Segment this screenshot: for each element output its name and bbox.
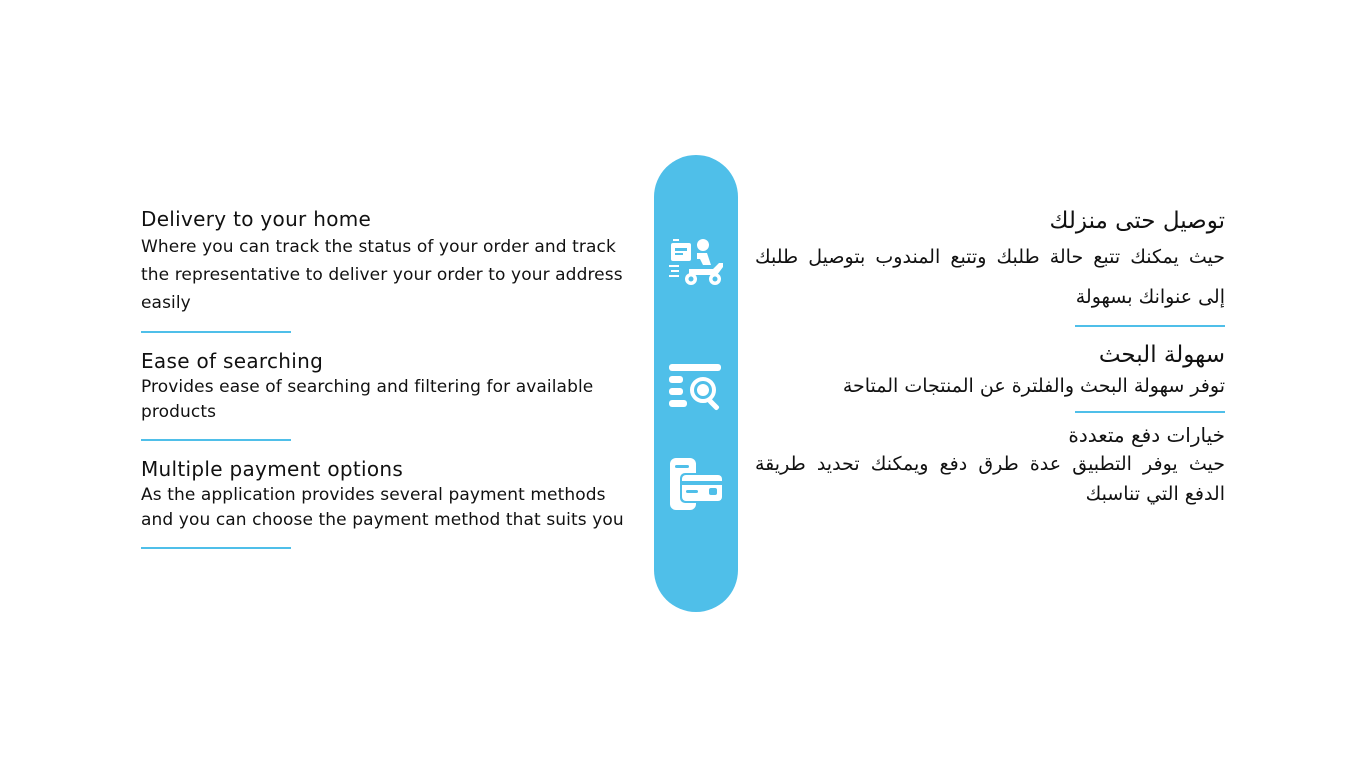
feature-payment-ar	[755, 421, 1225, 509]
feature-description: توفر سهولة البحث والفلترة عن المنتجات المتاحة	[842, 375, 1225, 397]
feature-title: توصيل حتى منزلك	[1049, 208, 1225, 234]
feature-delivery-en	[141, 205, 636, 333]
divider	[141, 439, 291, 441]
feature-description: As the application provides several payment methods and you can choose the payment method that suits you	[141, 485, 624, 530]
features-english	[141, 205, 636, 549]
payment-card-icon	[667, 455, 725, 513]
feature-payment-en	[141, 455, 636, 549]
icon-strip	[654, 155, 738, 612]
divider	[141, 547, 291, 549]
divider	[1075, 325, 1225, 327]
delivery-scooter-icon	[667, 233, 725, 291]
feature-search-ar	[755, 339, 1225, 413]
feature-title: Ease of searching	[141, 349, 324, 373]
feature-search-en	[141, 347, 636, 441]
feature-title: خيارات دفع متعددة	[1068, 423, 1225, 447]
divider	[1075, 411, 1225, 413]
feature-title: سهولة البحث	[1098, 342, 1225, 368]
divider	[141, 331, 291, 333]
feature-description: حيث يوفر التطبيق عدة طرق دفع ويمكنك تحديد طريقة الدفع التي تناسبك	[755, 453, 1225, 505]
feature-title: Delivery to your home	[141, 207, 372, 231]
feature-description: حيث يمكنك تتبع حالة طلبك وتتبع المندوب بتوصيل طلبك إلى عنوانك بسهولة	[755, 246, 1225, 308]
feature-description: Provides ease of searching and filtering for available products	[141, 377, 594, 422]
features-arabic	[755, 205, 1225, 509]
search-list-icon	[667, 358, 725, 416]
feature-delivery-ar	[755, 205, 1225, 327]
feature-title: Multiple payment options	[141, 457, 404, 481]
feature-description: Where you can track the status of your order and track the representative to deliver your order to your address easily	[141, 237, 623, 313]
